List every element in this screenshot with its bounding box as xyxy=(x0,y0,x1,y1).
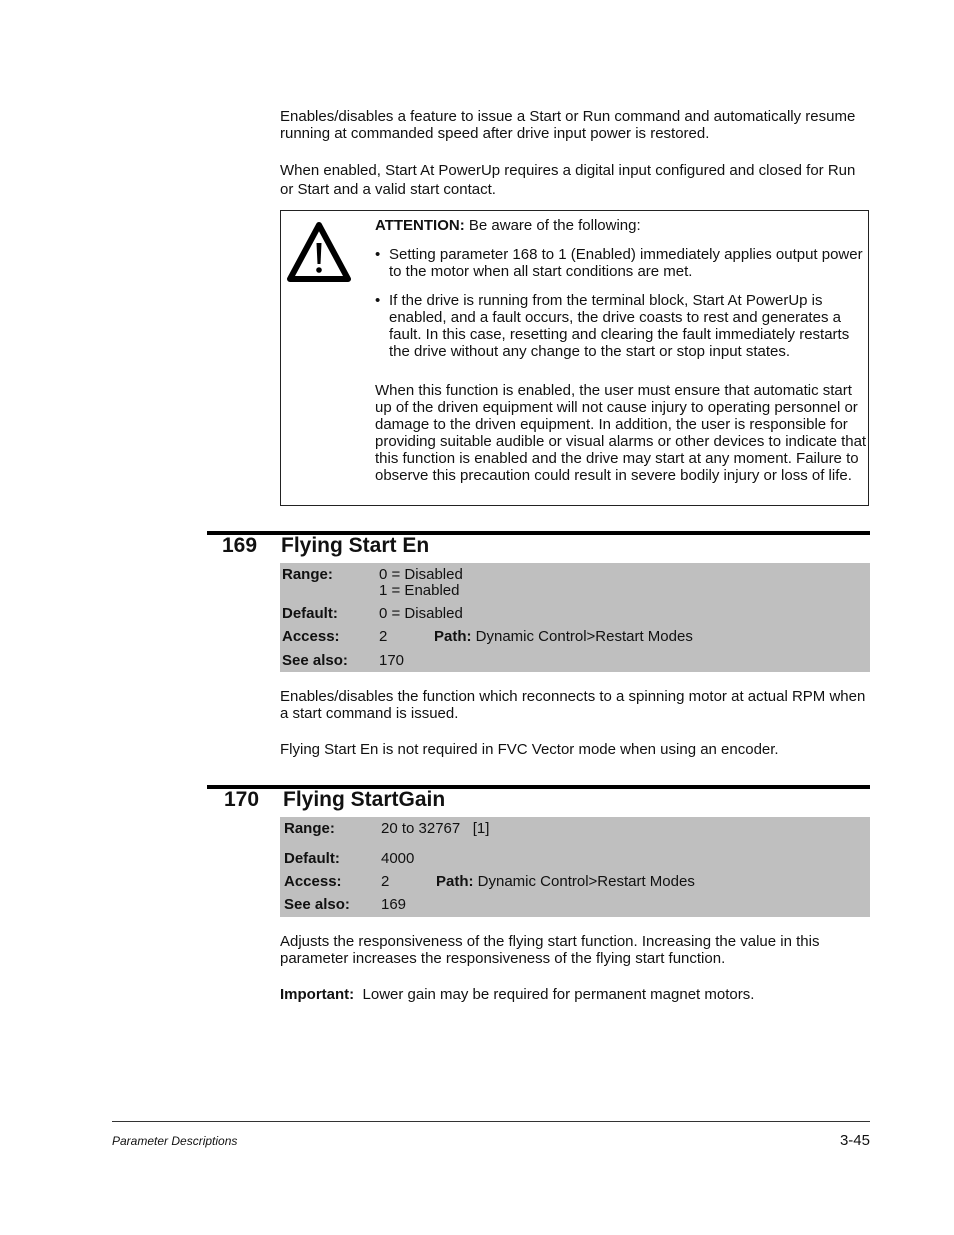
see-also-label: See also: xyxy=(284,896,350,913)
default-value: 4000 xyxy=(381,850,415,867)
default-value: 0 = Disabled xyxy=(379,605,463,622)
default-label: Default: xyxy=(284,850,340,867)
parameter-table xyxy=(280,563,870,672)
path-label: Path: xyxy=(436,873,474,890)
intro-paragraph-1: Enables/disables a feature to issue a Start or Run command and automatically resume running at commanded speed after drive input power is restored. xyxy=(280,108,856,142)
range-label: Range: xyxy=(284,820,335,837)
see-also-label: See also: xyxy=(282,652,348,669)
access-label: Access: xyxy=(284,873,342,890)
bullet-dot-icon: • xyxy=(375,246,381,263)
attention-box xyxy=(280,210,869,506)
see-also-value: 170 xyxy=(379,652,405,669)
footer-section-title: Parameter Descriptions xyxy=(112,1134,238,1148)
path-label: Path: xyxy=(434,628,472,645)
attention-text xyxy=(375,217,867,484)
range-label: Range: xyxy=(282,566,333,583)
bullet-dot-icon: • xyxy=(375,292,381,309)
range-value-line-1: 0 = Disabled xyxy=(379,566,463,583)
section-description: Adjusts the responsiveness of the flying start function. Increasing the value in this parameter increases the responsiveness of the flying start function. xyxy=(280,933,820,967)
section-number: 170 xyxy=(224,788,260,811)
access-label: Access: xyxy=(282,628,340,645)
attention-bullet-text: Setting parameter 168 to 1 (Enabled) immediately applies output power to the motor when all start conditions are met. xyxy=(389,246,863,280)
important-text: Lower gain may be required for permanent magnet motors. xyxy=(354,986,755,1003)
parameter-table xyxy=(280,817,870,917)
section-title: Flying Start En xyxy=(281,534,430,557)
section-description: Enables/disables the function which reconnects to a spinning motor at actual RPM when a start command is issued. xyxy=(280,688,866,722)
important-label: Important: xyxy=(280,986,355,1003)
attention-bullet-text: If the drive is running from the terminal block, Start At PowerUp is enabled, and a fault occurs, the drive coasts to rest and generates a fault. In this case, resetting and clearing the fault immediately restarts the drive without any change to the start or stop input states. xyxy=(389,292,850,360)
important-note xyxy=(280,986,870,1003)
access-value: 2 xyxy=(381,873,390,890)
path-field xyxy=(436,873,695,890)
path-field xyxy=(434,628,693,645)
page-number: 3-45 xyxy=(839,1132,870,1149)
attention-bullet-1 xyxy=(375,246,867,280)
access-value: 2 xyxy=(379,628,388,645)
warning-triangle-icon xyxy=(286,219,352,291)
path-value: Dynamic Control>Restart Modes xyxy=(473,873,695,890)
default-label: Default: xyxy=(282,605,338,622)
section-number: 169 xyxy=(222,534,258,557)
section-title: Flying StartGain xyxy=(283,788,446,811)
attention-label: ATTENTION: xyxy=(375,217,465,234)
attention-lead: Be aware of the following: xyxy=(464,217,641,234)
range-value: 20 to 32767 [1] xyxy=(381,820,490,837)
attention-paragraph: When this function is enabled, the user must ensure that automatic start up of the driven equipment will not cause injury to operating personnel or damage to the driven equipment. In addition, the user is responsible for providing suitable audible or visual alarms or other devices to indicate that this function is enabled and the drive may start at any moment. Failure to observe this precaution could result in severe bodily injury or loss of life. xyxy=(375,382,867,484)
attention-bullet-2 xyxy=(375,292,867,360)
range-value-line-2: 1 = Enabled xyxy=(379,582,460,599)
section-note: Flying Start En is not required in FVC Vector mode when using an encoder. xyxy=(280,741,779,758)
footer-rule xyxy=(112,1121,870,1122)
intro-paragraph-2: When enabled, Start At PowerUp requires a digital input configured and closed for Run or Start and a valid start contact. xyxy=(280,162,856,198)
path-value: Dynamic Control>Restart Modes xyxy=(471,628,693,645)
attention-heading xyxy=(375,217,867,234)
see-also-value: 169 xyxy=(381,896,407,913)
